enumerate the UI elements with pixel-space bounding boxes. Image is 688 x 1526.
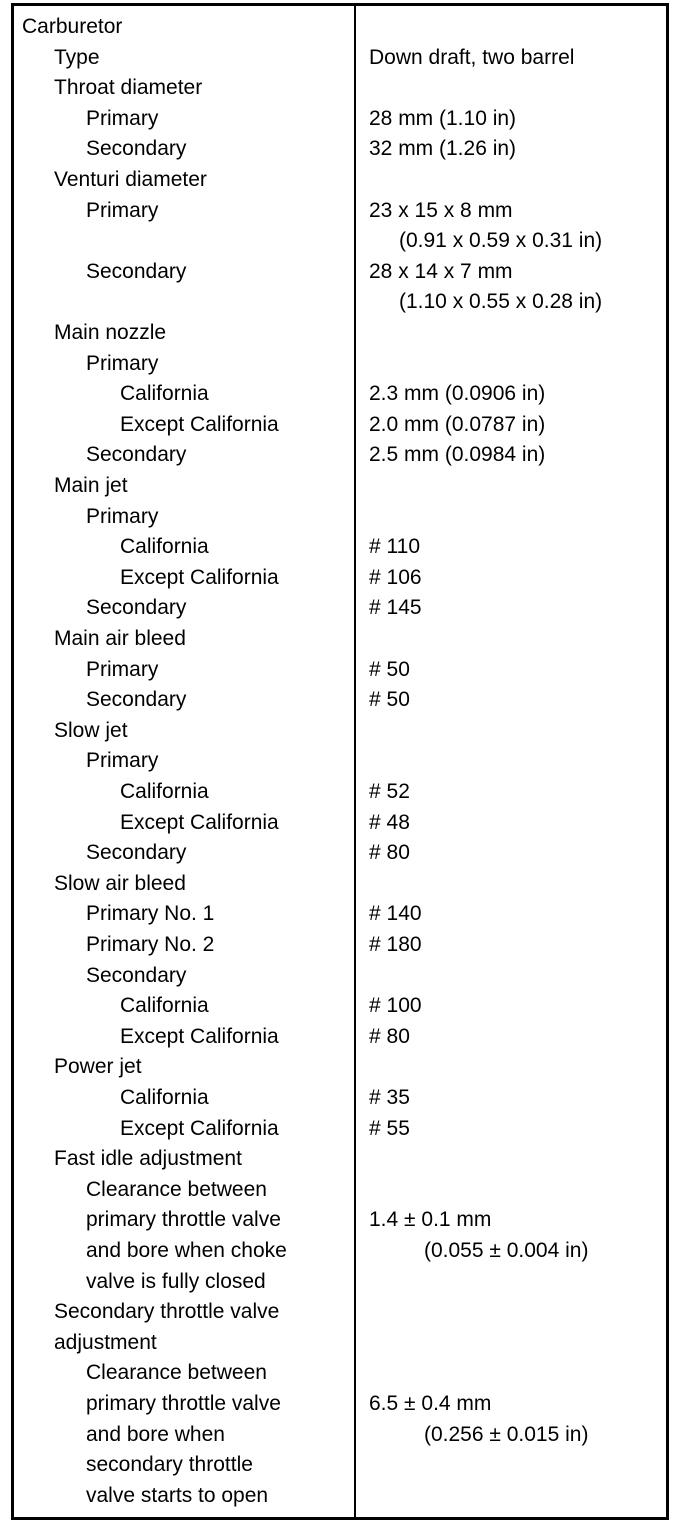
spec-label: Venturi diameter: [54, 168, 207, 191]
spec-label: Slow jet: [54, 718, 128, 742]
spec-value: 32 mm (1.26 in): [369, 137, 517, 161]
spec-row: [14, 961, 666, 991]
spec-value: # 80: [369, 1024, 410, 1048]
spec-value: 2.0 mm (0.0787 in): [369, 412, 546, 436]
spec-row: [14, 532, 666, 562]
spec-value: # 48: [369, 810, 410, 834]
spec-row: [14, 1175, 666, 1205]
spec-label: Fast idle adjustment: [54, 1147, 242, 1171]
spec-row: [14, 318, 666, 348]
spec-row: [14, 1022, 666, 1052]
spec-value: # 55: [369, 1116, 410, 1140]
spec-row: [14, 593, 666, 623]
spec-label: California: [120, 1086, 209, 1109]
spec-row: [14, 440, 666, 470]
spec-label: primary throttle valve: [86, 1392, 281, 1415]
spec-row: [14, 1205, 666, 1235]
spec-label: Except California: [120, 565, 279, 589]
spec-row: [14, 1083, 666, 1113]
spec-row: [14, 165, 666, 195]
spec-row: [14, 1052, 666, 1082]
spec-value: 2.5 mm (0.0984 in): [369, 443, 546, 467]
spec-row: [14, 838, 666, 868]
spec-row: [14, 134, 666, 164]
spec-value: 28 mm (1.10 in): [369, 106, 517, 130]
spec-label: California: [120, 994, 209, 1018]
spec-table: [11, 3, 669, 1520]
spec-label: Secondary: [86, 596, 187, 620]
spec-label: Secondary: [86, 688, 187, 712]
spec-label: Primary: [86, 351, 159, 375]
spec-value: # 100: [369, 994, 422, 1018]
spec-row: [14, 471, 666, 501]
spec-value: # 140: [369, 902, 422, 926]
spec-row: [14, 379, 666, 409]
spec-row: [14, 502, 666, 532]
spec-label: Primary: [86, 657, 159, 681]
spec-label: Except California: [120, 412, 279, 436]
spec-label: Secondary: [86, 259, 187, 283]
spec-label: and bore when choke: [86, 1239, 287, 1262]
spec-label: Primary: [86, 749, 159, 773]
spec-row: [14, 1389, 666, 1419]
spec-label: Type: [54, 45, 100, 69]
spec-row: [14, 12, 666, 42]
spec-row: [14, 196, 666, 226]
spec-row: [14, 777, 666, 807]
spec-value: # 35: [369, 1086, 410, 1109]
spec-value: # 180: [369, 933, 422, 956]
spec-label: Throat diameter: [54, 76, 203, 100]
spec-value: # 110: [369, 535, 420, 559]
spec-value: # 52: [369, 780, 410, 803]
spec-label: Secondary throttle valve: [54, 1300, 280, 1324]
spec-row: [14, 655, 666, 685]
spec-row: [14, 899, 666, 929]
spec-row: [14, 43, 666, 73]
spec-label: California: [120, 382, 209, 406]
spec-row: [14, 685, 666, 715]
spec-label: Clearance between: [86, 1177, 267, 1201]
spec-label: valve is fully closed: [86, 1269, 266, 1293]
spec-row: [14, 226, 666, 256]
spec-value: Down draft, two barrel: [369, 45, 575, 69]
spec-label: California: [120, 780, 209, 803]
spec-row: [14, 746, 666, 776]
spec-row: [14, 991, 666, 1021]
spec-label: primary throttle valve: [86, 1208, 281, 1232]
spec-row: [14, 1420, 666, 1450]
spec-row: [14, 624, 666, 654]
spec-value: (0.91 x 0.59 x 0.31 in): [399, 229, 603, 253]
spec-row: [14, 287, 666, 317]
spec-value: 28 x 14 x 7 mm: [369, 259, 513, 283]
spec-value: # 106: [369, 565, 422, 589]
spec-value: # 50: [369, 688, 410, 712]
spec-row: [14, 716, 666, 746]
spec-value: 1.4 ± 0.1 mm: [369, 1208, 492, 1232]
spec-row: [14, 869, 666, 899]
spec-label: Primary: [86, 106, 159, 130]
spec-label: Carburetor: [22, 15, 123, 38]
spec-label: Primary: [86, 198, 159, 222]
spec-label: Slow air bleed: [54, 871, 186, 895]
spec-label: Primary No. 1: [86, 902, 215, 926]
spec-value: (0.256 ± 0.015 in): [424, 1422, 589, 1446]
spec-row: [14, 808, 666, 838]
spec-label: Main air bleed: [54, 627, 186, 650]
spec-label: Main jet: [54, 474, 128, 497]
spec-row: [14, 930, 666, 960]
spec-row: [14, 1297, 666, 1327]
spec-value: (0.055 ± 0.004 in): [424, 1239, 589, 1262]
spec-label: adjustment: [54, 1330, 157, 1354]
spec-row: [14, 1267, 666, 1297]
spec-label: Clearance between: [86, 1361, 267, 1385]
spec-label: Power jet: [54, 1055, 142, 1079]
spec-row: [14, 1144, 666, 1174]
spec-label: Secondary: [86, 963, 187, 987]
spec-label: California: [120, 535, 209, 559]
spec-value: (1.10 x 0.55 x 0.28 in): [399, 290, 603, 314]
spec-label: Primary No. 2: [86, 933, 215, 956]
spec-value: # 80: [369, 841, 410, 865]
spec-label: and bore when: [86, 1422, 225, 1446]
spec-value: # 145: [369, 596, 422, 620]
spec-row: [14, 1481, 666, 1511]
spec-row: [14, 73, 666, 103]
spec-label: Main nozzle: [54, 321, 167, 344]
spec-value: # 50: [369, 657, 410, 681]
spec-row: [14, 410, 666, 440]
spec-row: [14, 104, 666, 134]
spec-value: 2.3 mm (0.0906 in): [369, 382, 546, 406]
spec-row: [14, 1450, 666, 1480]
spec-row: [14, 1328, 666, 1358]
spec-row: [14, 563, 666, 593]
spec-label: Except California: [120, 1116, 279, 1140]
spec-label: Secondary: [86, 841, 187, 865]
spec-row: [14, 349, 666, 379]
spec-row: [14, 1358, 666, 1388]
spec-row: [14, 1236, 666, 1266]
spec-label: secondary throttle: [86, 1453, 253, 1477]
spec-value: 6.5 ± 0.4 mm: [369, 1392, 492, 1415]
spec-label: Except California: [120, 810, 279, 834]
spec-row: [14, 257, 666, 287]
spec-label: Secondary: [86, 137, 187, 161]
spec-value: 23 x 15 x 8 mm: [369, 198, 513, 222]
spec-label: Primary: [86, 504, 159, 528]
spec-label: Except California: [120, 1024, 279, 1048]
spec-label: Secondary: [86, 443, 187, 467]
spec-label: valve starts to open: [86, 1483, 269, 1507]
spec-row: [14, 1114, 666, 1144]
